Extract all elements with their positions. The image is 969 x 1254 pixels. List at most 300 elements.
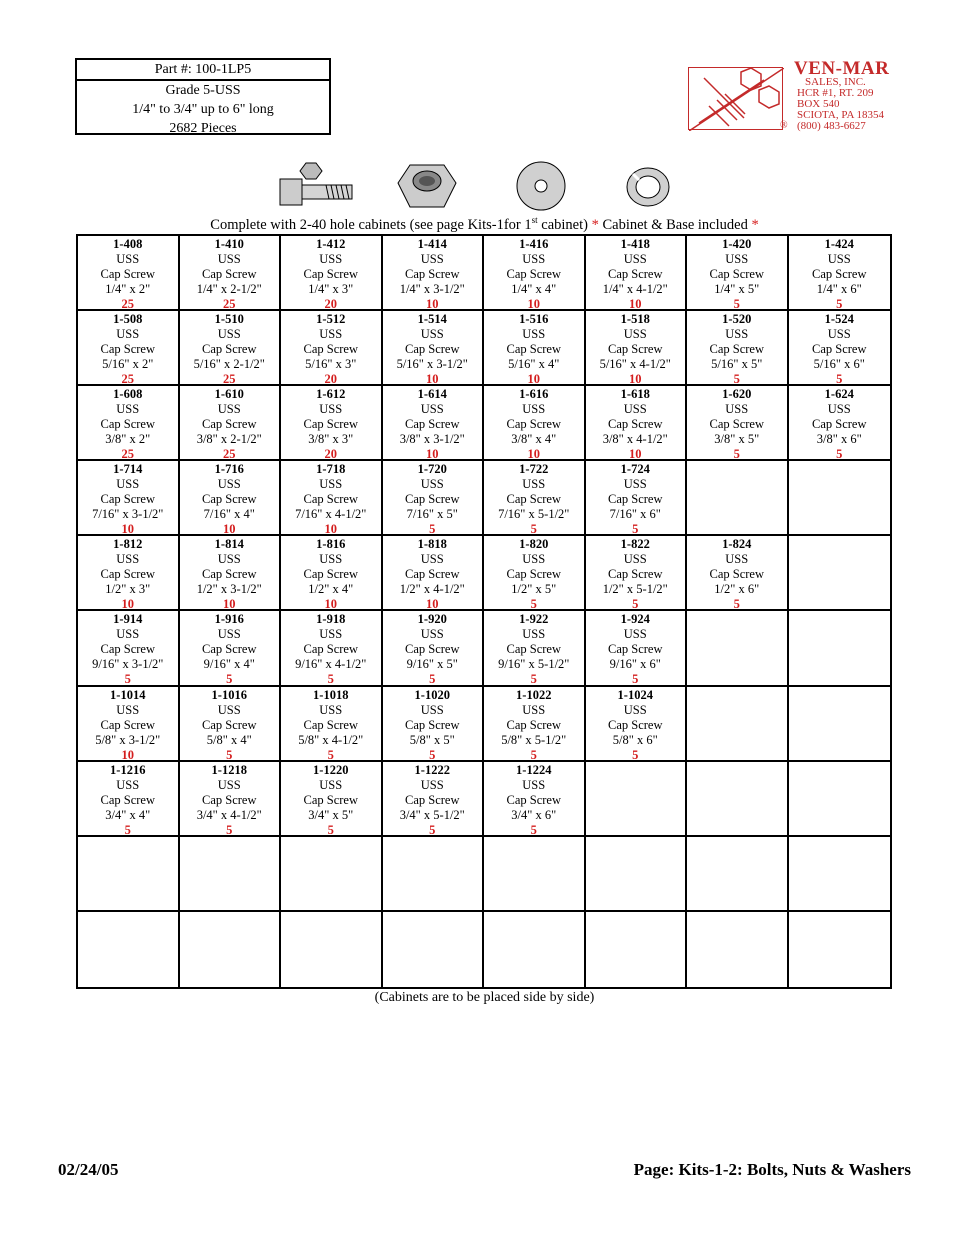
grid-cell-empty — [789, 762, 891, 837]
quantity-label: 25 — [121, 372, 134, 387]
quantity-label: 5 — [530, 747, 537, 762]
type-label: Cap Screw — [608, 567, 663, 582]
cabinets-note: (Cabinets are to be placed side by side) — [374, 990, 595, 1005]
caption-cabinet-included: Cabinet & Base included — [598, 216, 752, 233]
quantity-label: 25 — [223, 297, 236, 311]
quantity-label: 10 — [121, 747, 134, 762]
grade-label: USS — [319, 402, 343, 417]
part-grade: Grade 5-USS — [165, 83, 241, 98]
grade-label: USS — [420, 402, 444, 417]
quantity-label: 20 — [324, 372, 337, 387]
cabinet-caption — [0, 215, 969, 234]
type-label: Cap Screw — [608, 342, 663, 357]
grid-cell — [484, 236, 586, 311]
grid-cell — [586, 236, 688, 311]
grade-label: USS — [116, 252, 140, 266]
size-label: 3/8" x 4" — [511, 432, 557, 447]
grid-cell — [281, 687, 383, 762]
grade-label: USS — [319, 777, 343, 792]
grade-label: USS — [420, 477, 444, 492]
quantity-label: 5 — [632, 597, 639, 612]
grade-label: USS — [725, 327, 749, 342]
grade-label: USS — [725, 252, 749, 266]
grade-label: USS — [420, 702, 444, 717]
grid-cell — [586, 536, 688, 611]
size-label: 3/4" x 5-1/2" — [399, 807, 465, 822]
size-label: 3/8" x 3-1/2" — [399, 432, 465, 447]
size-label: 3/8" x 2" — [105, 432, 151, 447]
size-label: 1/4" x 3" — [308, 282, 354, 296]
grid-cell-empty — [383, 837, 485, 912]
part-number-label: 1-718 — [316, 462, 346, 477]
part-number-label: 1-922 — [519, 612, 549, 627]
type-label: Cap Screw — [303, 792, 358, 807]
grid-cell — [78, 611, 180, 686]
quantity-label: 10 — [324, 597, 337, 612]
grid-cell — [789, 386, 891, 461]
quantity-label: 20 — [324, 297, 337, 311]
grade-label: USS — [116, 327, 140, 342]
grid-cell — [383, 311, 485, 386]
size-label: 3/8" x 5" — [714, 432, 760, 447]
size-label: 5/16" x 4-1/2" — [599, 357, 671, 372]
part-number-label: 1-410 — [214, 237, 244, 251]
grid-cell — [586, 687, 688, 762]
hex-nut-icon — [396, 161, 458, 211]
grid-cell-empty — [586, 912, 688, 987]
grade-label: USS — [522, 777, 546, 792]
type-label: Cap Screw — [506, 792, 561, 807]
grade-label: USS — [623, 702, 647, 717]
grid-cell-empty — [789, 611, 891, 686]
type-label: Cap Screw — [506, 642, 561, 657]
quantity-label: 10 — [426, 372, 439, 387]
grid-cell — [383, 687, 485, 762]
grid-cell — [687, 236, 789, 311]
grid-cell-empty — [484, 837, 586, 912]
part-number-label: 1-920 — [417, 612, 447, 627]
grade-label: USS — [319, 702, 343, 717]
grade-label: USS — [522, 252, 546, 266]
part-number-label: 1-1216 — [110, 762, 146, 777]
type-label: Cap Screw — [100, 567, 155, 582]
grade-label: USS — [420, 627, 444, 642]
grid-cell — [78, 236, 180, 311]
grid-cell — [180, 611, 282, 686]
part-number-label: 1-816 — [316, 537, 346, 552]
grid-cell-empty — [687, 912, 789, 987]
part-number-label: 1-1024 — [617, 687, 653, 702]
type-label: Cap Screw — [506, 717, 561, 732]
quantity-label: 5 — [530, 522, 537, 537]
part-number-label: 1-618 — [620, 387, 650, 402]
type-label: Cap Screw — [100, 642, 155, 657]
grade-label: USS — [725, 552, 749, 567]
quantity-label: 25 — [121, 297, 134, 311]
size-label: 7/16" x 5" — [406, 507, 458, 522]
type-label: Cap Screw — [709, 567, 764, 582]
size-label: 3/8" x 6" — [816, 432, 862, 447]
grade-label: USS — [522, 327, 546, 342]
grade-label: USS — [522, 402, 546, 417]
type-label: Cap Screw — [709, 267, 764, 281]
grade-label: USS — [827, 252, 851, 266]
part-piece-count: 2682 Pieces — [169, 121, 237, 136]
type-label: Cap Screw — [405, 492, 460, 507]
grade-label: USS — [217, 777, 241, 792]
size-label: 5/16" x 5" — [711, 357, 763, 372]
size-label: 9/16" x 5" — [406, 657, 458, 672]
grid-cell-empty — [78, 912, 180, 987]
part-number-label: 1-822 — [620, 537, 650, 552]
quantity-label: 5 — [530, 822, 537, 837]
size-label: 3/8" x 3" — [308, 432, 354, 447]
grade-label: USS — [420, 777, 444, 792]
quantity-label: 20 — [324, 447, 337, 462]
part-number-label: 1-512 — [316, 312, 346, 327]
size-label: 9/16" x 6" — [609, 657, 661, 672]
type-label: Cap Screw — [100, 492, 155, 507]
part-number-label: 1-420 — [722, 237, 752, 251]
grade-label: USS — [116, 477, 140, 492]
part-number-label: 1-818 — [417, 537, 447, 552]
caption-text-2: cabinet) — [537, 216, 592, 233]
quantity-label: 25 — [121, 447, 134, 462]
quantity-label: 10 — [324, 522, 337, 537]
type-label: Cap Screw — [405, 267, 460, 281]
grid-cell-empty — [687, 461, 789, 536]
part-number-label: 1-524 — [824, 312, 854, 327]
size-label: 5/8" x 4-1/2" — [298, 732, 364, 747]
type-label: Cap Screw — [202, 792, 257, 807]
grade-label: USS — [725, 402, 749, 417]
grade-label: USS — [522, 702, 546, 717]
hardware-icons — [270, 158, 690, 213]
size-label: 3/4" x 4" — [105, 807, 151, 822]
part-number-label: 1-914 — [113, 612, 143, 627]
parts-grid — [76, 234, 892, 989]
quantity-label: 5 — [632, 672, 639, 687]
grade-label: USS — [623, 252, 647, 266]
flat-washer-icon — [515, 161, 567, 211]
grade-label: USS — [319, 552, 343, 567]
part-number-label: 1-508 — [113, 312, 143, 327]
grade-label: USS — [217, 552, 241, 567]
grid-cell-empty — [789, 837, 891, 912]
grid-cell-empty — [789, 912, 891, 987]
grid-cell — [383, 386, 485, 461]
quantity-label: 5 — [733, 447, 740, 462]
size-label: 5/8" x 3-1/2" — [95, 732, 161, 747]
grid-cell-empty — [281, 912, 383, 987]
quantity-label: 10 — [223, 597, 236, 612]
grade-label: USS — [420, 327, 444, 342]
grid-cell-empty — [383, 912, 485, 987]
grid-cell — [383, 762, 485, 837]
grid-cell-empty — [484, 912, 586, 987]
part-number-label: 1-916 — [214, 612, 244, 627]
part-number-label: 1-408 — [113, 237, 143, 251]
quantity-label: 10 — [527, 372, 540, 387]
grade-label: USS — [522, 477, 546, 492]
size-label: 3/8" x 2-1/2" — [196, 432, 262, 447]
grade-label: USS — [623, 552, 647, 567]
grade-label: USS — [420, 252, 444, 266]
grade-label: USS — [319, 252, 343, 266]
grade-label: USS — [217, 252, 241, 266]
size-label: 5/8" x 5-1/2" — [501, 732, 567, 747]
grid-cell — [281, 461, 383, 536]
grid-cell — [484, 536, 586, 611]
quantity-label: 5 — [733, 297, 740, 311]
quantity-label: 10 — [527, 447, 540, 462]
quantity-label: 10 — [527, 297, 540, 311]
grid-cell — [281, 762, 383, 837]
part-number-label: 1-1022 — [516, 687, 552, 702]
page-label: Page: Kits-1-2: Bolts, Nuts & Washers — [633, 1160, 911, 1179]
quantity-label: 5 — [124, 672, 131, 687]
quantity-label: 5 — [530, 672, 537, 687]
quantity-label: 5 — [429, 822, 436, 837]
size-label: 5/16" x 4" — [508, 357, 560, 372]
type-label: Cap Screw — [506, 417, 561, 432]
part-info-box — [75, 58, 331, 135]
grid-cell — [78, 762, 180, 837]
quantity-label: 5 — [429, 522, 436, 537]
size-label: 1/4" x 2" — [105, 282, 151, 296]
size-label: 1/2" x 6" — [714, 582, 760, 597]
part-number-label: 1-1224 — [516, 762, 552, 777]
size-label: 1/4" x 5" — [714, 282, 760, 296]
part-number-label: 1-918 — [316, 612, 346, 627]
quantity-label: 10 — [426, 447, 439, 462]
part-number-label: 1-620 — [722, 387, 752, 402]
type-label: Cap Screw — [303, 492, 358, 507]
grid-cell — [180, 687, 282, 762]
quantity-label: 5 — [226, 822, 233, 837]
caption-star-2: * — [751, 216, 759, 233]
type-label: Cap Screw — [506, 267, 561, 281]
type-label: Cap Screw — [100, 342, 155, 357]
part-number-label: 1-1218 — [211, 762, 247, 777]
type-label: Cap Screw — [709, 417, 764, 432]
type-label: Cap Screw — [405, 567, 460, 582]
part-number-label: 1-624 — [824, 387, 854, 402]
type-label: Cap Screw — [303, 642, 358, 657]
type-label: Cap Screw — [303, 417, 358, 432]
logo-address-line1: HCR #1, RT. 209 — [797, 87, 874, 99]
type-label: Cap Screw — [506, 342, 561, 357]
lock-washer-icon — [625, 166, 671, 208]
size-label: 5/16" x 3" — [305, 357, 357, 372]
size-label: 5/16" x 2-1/2" — [193, 357, 265, 372]
grid-cell-empty — [180, 837, 282, 912]
quantity-label: 5 — [429, 747, 436, 762]
grade-label: USS — [319, 477, 343, 492]
grade-label: USS — [116, 777, 140, 792]
part-number-label: 1-1020 — [414, 687, 450, 702]
type-label: Cap Screw — [100, 267, 155, 281]
size-label: 5/8" x 5" — [409, 732, 455, 747]
grid-cell-empty — [687, 762, 789, 837]
part-number-label: 1-824 — [722, 537, 752, 552]
grid-cell — [78, 311, 180, 386]
grid-cell-empty — [789, 536, 891, 611]
quantity-label: 5 — [327, 747, 334, 762]
size-label: 9/16" x 4-1/2" — [295, 657, 367, 672]
part-size-range: 1/4" to 3/4" up to 6" long — [132, 102, 274, 117]
size-label: 1/2" x 3" — [105, 582, 151, 597]
grid-cell — [78, 536, 180, 611]
grade-label: USS — [116, 702, 140, 717]
caption-star-1: * — [591, 216, 599, 233]
type-label: Cap Screw — [202, 492, 257, 507]
bolt-icon — [276, 161, 356, 209]
part-number-label: 1-414 — [417, 237, 447, 251]
type-label: Cap Screw — [100, 417, 155, 432]
part-number-label: 1-616 — [519, 387, 549, 402]
grid-cell-empty — [78, 837, 180, 912]
quantity-label: 10 — [629, 297, 642, 311]
grade-label: USS — [217, 327, 241, 342]
grid-cell-empty — [586, 762, 688, 837]
grade-label: USS — [116, 552, 140, 567]
quantity-label: 10 — [121, 522, 134, 537]
page-date: 02/24/05 — [58, 1160, 119, 1179]
grid-cell — [180, 311, 282, 386]
part-number-label: 1-820 — [519, 537, 549, 552]
size-label: 5/16" x 6" — [813, 357, 865, 372]
size-label: 7/16" x 4" — [203, 507, 255, 522]
grid-cell — [586, 311, 688, 386]
quantity-label: 10 — [223, 522, 236, 537]
type-label: Cap Screw — [202, 417, 257, 432]
grid-cell-empty — [687, 611, 789, 686]
grid-cell — [484, 687, 586, 762]
type-label: Cap Screw — [405, 642, 460, 657]
type-label: Cap Screw — [202, 342, 257, 357]
size-label: 1/2" x 5" — [511, 582, 557, 597]
grid-cell — [281, 236, 383, 311]
quantity-label: 5 — [124, 822, 131, 837]
grid-cell — [586, 611, 688, 686]
type-label: Cap Screw — [506, 492, 561, 507]
part-number-label: 1-520 — [722, 312, 752, 327]
grid-cell — [789, 311, 891, 386]
bolt-logo-icon — [689, 68, 784, 131]
quantity-label: 5 — [836, 297, 843, 311]
grid-cell — [484, 386, 586, 461]
grade-label: USS — [319, 327, 343, 342]
quantity-label: 10 — [629, 447, 642, 462]
grid-cell-empty — [687, 837, 789, 912]
grid-cell — [484, 762, 586, 837]
grade-label: USS — [319, 627, 343, 642]
company-logo — [687, 60, 917, 140]
quantity-label: 5 — [733, 372, 740, 387]
part-number-label: 1-1222 — [414, 762, 450, 777]
part-number-label: 1-416 — [519, 237, 549, 251]
quantity-label: 25 — [223, 372, 236, 387]
type-label: Cap Screw — [202, 267, 257, 281]
part-number-label: 1-814 — [214, 537, 244, 552]
caption-text: Complete with 2-40 hole cabinets (see page Kits-1for 1 — [210, 216, 532, 233]
logo-address-line2: BOX 540 — [797, 98, 840, 110]
type-label: Cap Screw — [303, 342, 358, 357]
quantity-label: 5 — [226, 747, 233, 762]
logo-company-suffix: SALES, INC. — [805, 76, 866, 88]
quantity-label: 10 — [426, 297, 439, 311]
size-label: 1/4" x 3-1/2" — [399, 282, 465, 296]
type-label: Cap Screw — [812, 417, 867, 432]
grid-cell-empty — [586, 837, 688, 912]
part-number-label: 1-722 — [519, 462, 549, 477]
size-label: 7/16" x 3-1/2" — [92, 507, 164, 522]
quantity-label: 5 — [632, 747, 639, 762]
part-number-label: 1-514 — [417, 312, 447, 327]
part-number-label: 1-516 — [519, 312, 549, 327]
grid-cell — [78, 461, 180, 536]
grade-label: USS — [116, 402, 140, 417]
size-label: 9/16" x 5-1/2" — [498, 657, 570, 672]
grade-label: USS — [522, 552, 546, 567]
quantity-label: 5 — [226, 672, 233, 687]
part-number-label: 1-724 — [620, 462, 650, 477]
grid-cell — [281, 611, 383, 686]
part-number-label: 1-612 — [316, 387, 346, 402]
size-label: 3/4" x 6" — [511, 807, 557, 822]
grid-cell — [687, 536, 789, 611]
grid-cell-empty — [180, 912, 282, 987]
grid-cell — [484, 611, 586, 686]
logo-emblem — [688, 67, 783, 130]
quantity-label: 10 — [629, 372, 642, 387]
part-number-label: 1-510 — [214, 312, 244, 327]
type-label: Cap Screw — [608, 717, 663, 732]
part-number-label: 1-412 — [316, 237, 346, 251]
grid-cell — [687, 386, 789, 461]
grid-cell — [180, 461, 282, 536]
grid-cell — [586, 461, 688, 536]
size-label: 1/2" x 5-1/2" — [602, 582, 668, 597]
size-label: 5/8" x 6" — [612, 732, 658, 747]
size-label: 1/4" x 4-1/2" — [602, 282, 668, 296]
size-label: 1/4" x 6" — [816, 282, 862, 296]
size-label: 1/4" x 2-1/2" — [196, 282, 262, 296]
part-number-label: 1-1016 — [211, 687, 247, 702]
type-label: Cap Screw — [202, 717, 257, 732]
type-label: Cap Screw — [506, 567, 561, 582]
type-label: Cap Screw — [709, 342, 764, 357]
grid-cell — [281, 311, 383, 386]
grid-cell — [78, 386, 180, 461]
part-number-label: 1-608 — [113, 387, 143, 402]
grid-cell — [586, 386, 688, 461]
type-label: Cap Screw — [303, 717, 358, 732]
type-label: Cap Screw — [608, 417, 663, 432]
grid-cell — [180, 386, 282, 461]
type-label: Cap Screw — [202, 567, 257, 582]
type-label: Cap Screw — [812, 342, 867, 357]
grid-cell — [180, 236, 282, 311]
size-label: 3/4" x 5" — [308, 807, 354, 822]
grade-label: USS — [623, 477, 647, 492]
size-label: 9/16" x 4" — [203, 657, 255, 672]
type-label: Cap Screw — [100, 717, 155, 732]
caption-superscript: st — [531, 215, 538, 225]
size-label: 5/16" x 3-1/2" — [396, 357, 468, 372]
size-label: 1/4" x 4" — [511, 282, 557, 296]
